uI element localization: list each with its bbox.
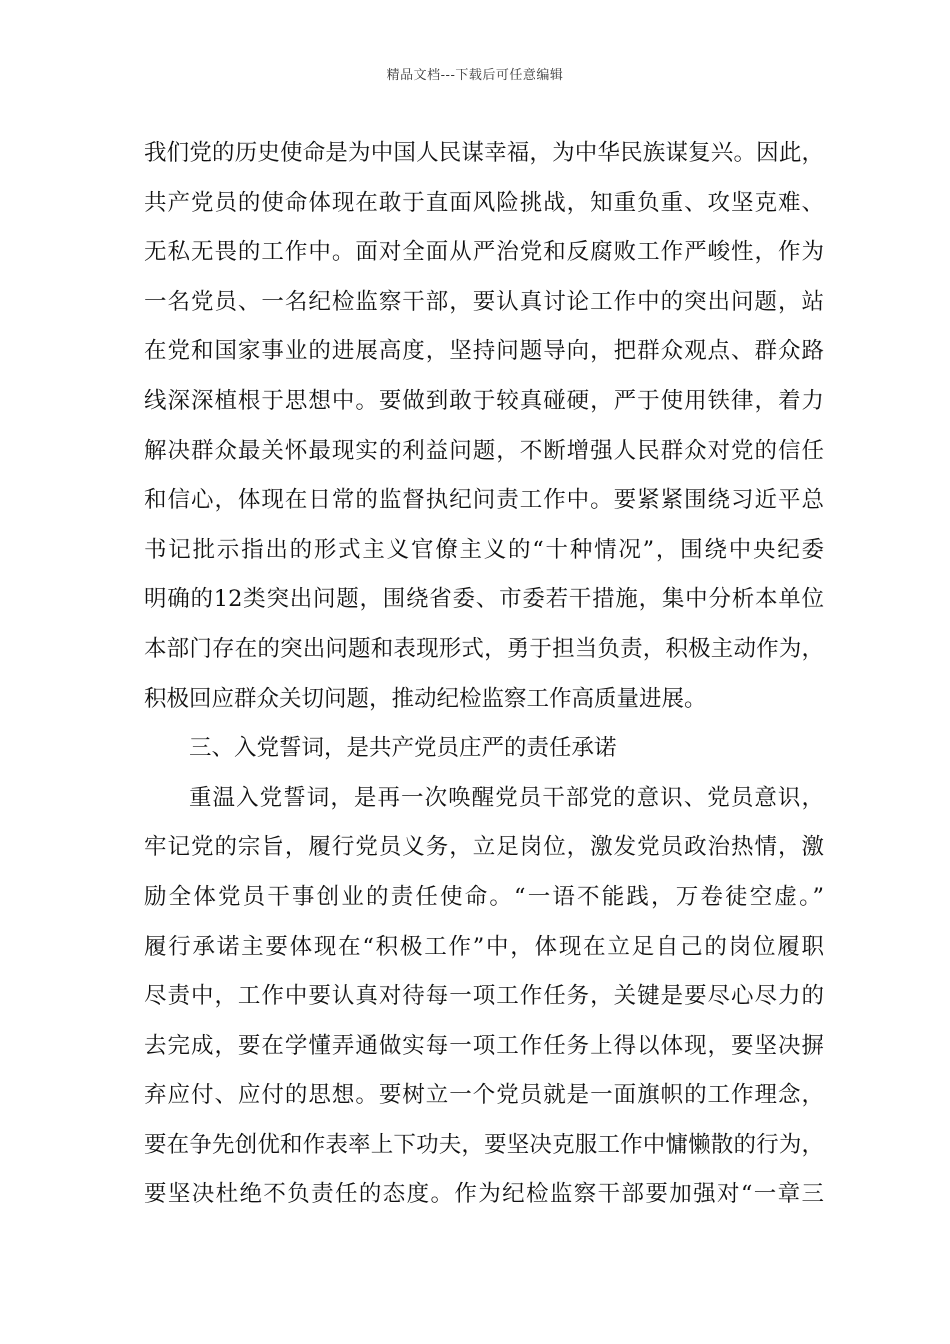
text-line: 励全体党员干事创业的责任使命。“一语不能践，万卷徒空虚。” — [144, 883, 824, 910]
text-line: 积极回应群众关切问题，推动纪检监察工作高质量进展。 — [144, 685, 707, 712]
text-line: 弃应付、应付的思想。要树立一个党员就是一面旗帜的工作理念， — [144, 1082, 824, 1109]
paragraph-mission — [144, 133, 824, 728]
text-line: 无私无畏的工作中。面对全面从严治党和反腐败工作严峻性，作为 — [144, 239, 824, 266]
text-line: 去完成，要在学懂弄通做实每一项工作任务上得以体现，要坚决摒 — [144, 1032, 824, 1059]
section-heading — [144, 728, 824, 778]
text-line: 我们党的历史使命是为中国人民谋幸福，为中华民族谋复兴。因此， — [144, 140, 824, 166]
text-line: 履行承诺主要体现在“积极工作”中，体现在立足自己的岗位履职 — [144, 933, 824, 960]
text-line: 牢记党的宗旨，履行党员义务，立足岗位，激发党员政治热情，激 — [144, 834, 824, 861]
text-line: 重温入党誓词，是再一次唤醒党员干部党的意识、党员意识， — [189, 784, 824, 811]
text-line: 要坚决杜绝不负责任的态度。作为纪检监察干部要加强对“一章三 — [144, 1181, 824, 1208]
text-line: 线深深植根于思想中。要做到敢于较真碰硬，严于使用铁律，着力 — [144, 387, 824, 414]
text-line: 明确的12类突出问题，围绕省委、市委若干措施，集中分析本单位 — [144, 586, 824, 613]
text-line: 共产党员的使命体现在敢于直面风险挑战，知重负重、攻坚克难、 — [144, 189, 824, 216]
paragraph-oath — [144, 778, 824, 1224]
section-title: 三、入党誓词，是共产党员庄严的责任承诺 — [189, 735, 617, 762]
text-line: 尽责中，工作中要认真对待每一项工作任务，关键是要尽心尽力的 — [144, 983, 824, 1010]
text-line: 和信心，体现在日常的监督执纪问责工作中。要紧紧围绕习近平总 — [144, 487, 824, 514]
text-line: 在党和国家事业的进展高度，坚持问题导向，把群众观点、群众路 — [144, 338, 824, 365]
text-line: 解决群众最关怀最现实的利益问题，不断增强人民群众对党的信任 — [144, 437, 824, 464]
text-line: 本部门存在的突出问题和表现形式，勇于担当负责，积极主动作为， — [144, 635, 824, 662]
text-line: 书记批示指出的形式主义官僚主义的“十种情况”，围绕中央纪委 — [144, 536, 824, 563]
body-text — [144, 133, 824, 1224]
text-line: 要在争先创优和作表率上下功夫，要坚决克服工作中慵懒散的行为， — [144, 1131, 824, 1158]
page-header: 精品文档---下载后可任意编辑 — [386, 68, 564, 83]
text-line: 一名党员、一名纪检监察干部，要认真讨论工作中的突出问题，站 — [144, 288, 824, 315]
